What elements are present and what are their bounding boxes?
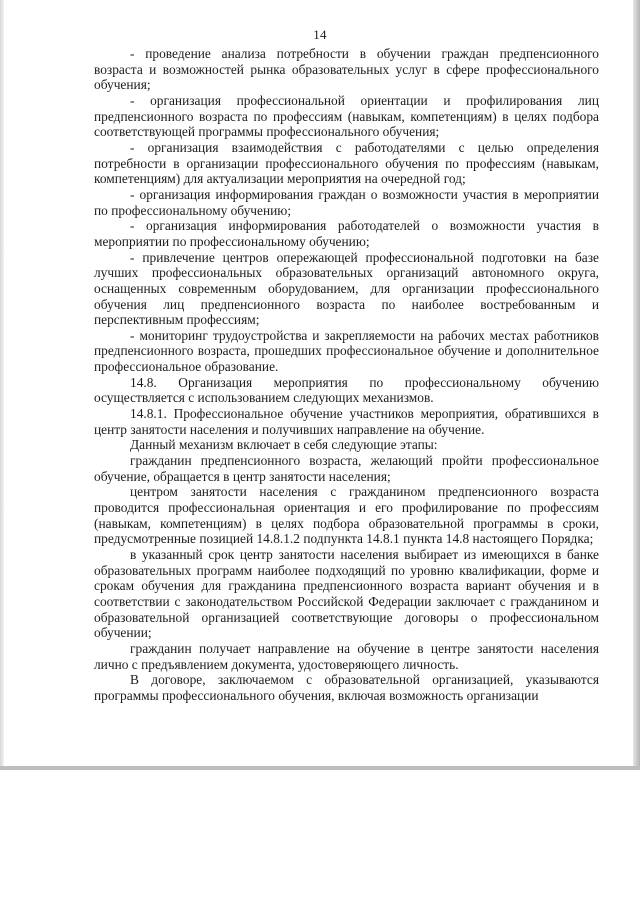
page-number: 14 — [313, 27, 327, 42]
paragraph: Данный механизм включает в себя следующие этапы: — [130, 437, 438, 453]
paragraph: - проведение анализа потребности в обучении граждан предпенсионного возраста и возможностей рынка образовательных услуг в сфере профессионального обучения; — [94, 46, 599, 93]
paragraph: в указанный срок центр занятости населения выбирает из имеющихся в банке образовательных программ наиболее подходящий по уровню квалификации, форме и срокам обучения для гражданина предпенсионного возраста вариант обучения и в соответствии с законодательством Российской Федерации заключает с гражданином и образовательной организацией соответствующие договоры о профессиональном обучении; — [94, 547, 599, 641]
paragraph: - привлечение центров опережающей профессиональной подготовки на базе лучших профессиональных образовательных организаций автономного округа, оснащенных современным оборудованием, для организации профессионального обучения лиц предпенсионного возраста по наиболее востребованным и перспективным профессиям; — [94, 249, 599, 328]
paragraph: центром занятости населения с гражданином предпенсионного возраста проводится профессиональная ориентация и его профилирование по профессиям (навыкам, компетенциям) в целях подбора образовательной программы в сроки, предусмотренные позицией 14.8.1.2 подпункта 14.8.1 пункта 14.8 настоящего Порядка; — [94, 484, 599, 547]
paragraph: гражданин предпенсионного возраста, желающий пройти профессиональное обучение, обращается в центр занятости населения; — [94, 453, 599, 484]
paragraph: В договоре, заключаемом с образовательной организацией, указываются программы профессионального обучения, включая возможность организации — [94, 672, 599, 703]
paragraph: - организация профессиональной ориентации и профилирования лиц предпенсионного возраста по профессиям (навыкам, компетенциям) в целях подбора соответствующей программы профессионального обучения; — [94, 92, 599, 140]
body-text — [94, 46, 599, 704]
paragraph: - мониторинг трудоустройства и закрепляемости на рабочих местах работников предпенсионного возраста, прошедших профессиональное обучение и дополнительное профессиональное образование. — [94, 327, 599, 375]
paragraph: - организация взаимодействия с работодателями с целью определения потребности в организации профессионального обучения по профессиям (навыкам, компетенциям) для актуализации мероприятия на очередной год; — [94, 139, 599, 187]
page-bottom-edge — [0, 766, 640, 770]
paragraph: 14.8. Организация мероприятия по профессиональному обучению осуществляется с использованием следующих механизмов. — [94, 374, 599, 406]
paragraph: - организация информирования работодателей о возможности участия в мероприятии по профессиональному обучению; — [94, 218, 599, 249]
paragraph: гражданин получает направление на обучение в центре занятости населения лично с предъявлением документа, удостоверяющего личность. — [94, 640, 599, 672]
paragraph: 14.8.1. Профессиональное обучение участников мероприятия, обратившихся в центр занятости населения и получивших направление на обучение. — [94, 406, 599, 437]
page-right-edge — [633, 0, 640, 769]
paragraph: - организация информирования граждан о возможности участия в мероприятии по профессиональному обучению; — [94, 186, 599, 218]
page-left-edge — [0, 0, 4, 769]
